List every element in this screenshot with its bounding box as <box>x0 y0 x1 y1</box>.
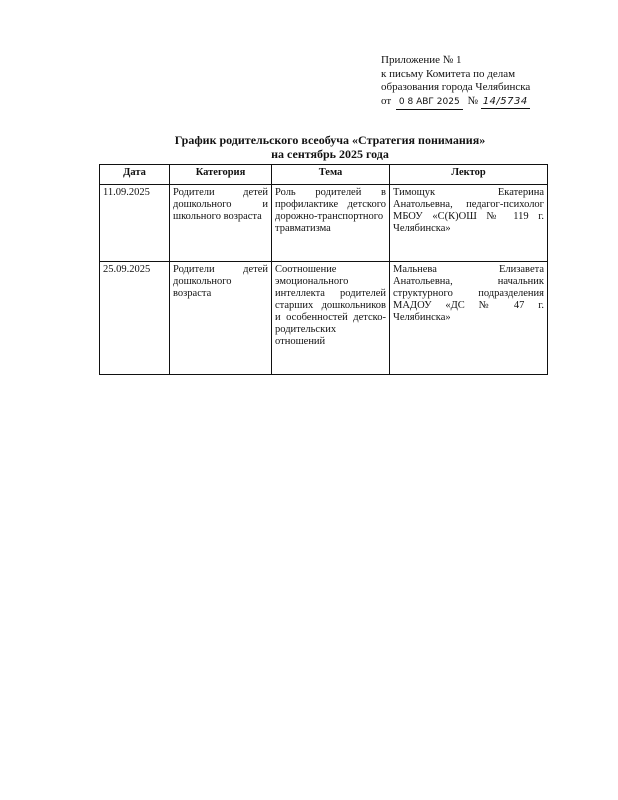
cell-lecturer: Тимощук Екатерина Анатольевна, педагог-психолог МБОУ «С(К)ОШ № 119 г. Челябинска» <box>390 185 548 262</box>
cell-lecturer: Мальнева Елизавета Анатольевна, начальник структурного подразделения МАДОУ «ДС № 47 г. Челябинска» <box>390 262 548 375</box>
table-header-row <box>100 165 548 185</box>
appendix-header <box>381 54 581 110</box>
cell-date: 11.09.2025 <box>100 185 170 262</box>
appendix-title: Приложение № 1 <box>381 54 462 66</box>
column-header-category: Категория <box>170 165 272 185</box>
title-line-1: График родительского всеобуча «Стратегия понимания» <box>174 133 486 147</box>
appendix-date-number <box>381 95 581 111</box>
cell-category: Родители детей дошкольного и школьного возраста <box>170 185 272 262</box>
cell-topic: Роль родителей в профилактике детского дорожно-транспортного травматизма <box>272 185 390 262</box>
cell-topic: Соотношение эмоционального интеллекта родителей старших дошкольников и особенностей детско-родительских отношений <box>272 262 390 375</box>
from-label: от <box>381 94 392 107</box>
appendix-letter-ref: к письму Комитета по делам <box>381 67 516 80</box>
table-row <box>100 262 548 375</box>
table-row <box>100 185 548 262</box>
number-label: № <box>467 94 478 107</box>
cell-category: Родители детей дошкольного возраста <box>170 262 272 375</box>
column-header-lecturer: Лектор <box>390 165 548 185</box>
appendix-committee: образования города Челябинска <box>381 81 531 93</box>
column-header-topic: Тема <box>272 165 390 185</box>
schedule-table <box>99 164 548 375</box>
cell-date: 25.09.2025 <box>100 262 170 375</box>
title-line-2: на сентябрь 2025 года <box>271 146 389 161</box>
letter-number: 14/5734 <box>481 95 530 110</box>
letter-date-stamp: 0 8 АВГ 2025 <box>396 96 463 111</box>
document-title <box>100 134 560 161</box>
column-header-date: Дата <box>100 165 170 185</box>
